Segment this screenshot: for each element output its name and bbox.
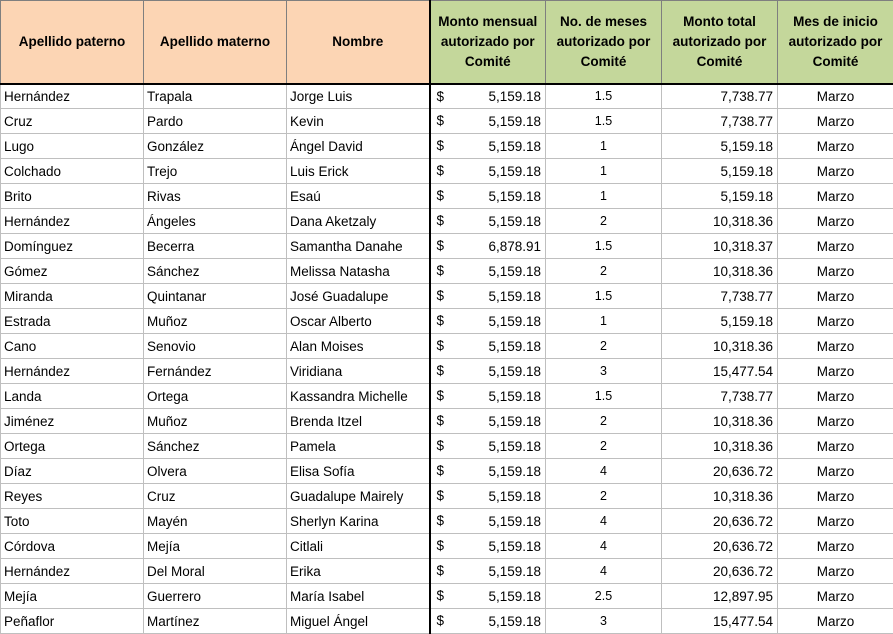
cell-apellido-materno[interactable]: Muñoz bbox=[144, 409, 287, 434]
currency-symbol: $ bbox=[436, 88, 445, 104]
cell-nombre[interactable]: Dana Aketzaly bbox=[287, 209, 430, 234]
table-row bbox=[1, 234, 893, 259]
cell-nombre[interactable]: Miguel Ángel bbox=[287, 609, 430, 634]
cell-no-meses[interactable]: 4 bbox=[546, 534, 662, 559]
cell-no-meses[interactable]: 1 bbox=[546, 134, 662, 159]
cell-apellido-materno[interactable]: Mayén bbox=[144, 509, 287, 534]
monto-mensual-value: 5,159.18 bbox=[488, 88, 541, 104]
cell-monto-total[interactable]: 10,318.36 bbox=[662, 434, 778, 459]
currency-symbol: $ bbox=[436, 213, 445, 228]
cell-nombre[interactable]: Esaú bbox=[287, 184, 430, 209]
cell-monto-mensual[interactable] bbox=[430, 409, 546, 434]
cell-apellido-materno[interactable]: Ortega bbox=[144, 384, 287, 409]
cell-nombre[interactable]: Ángel David bbox=[287, 134, 430, 159]
cell-monto-mensual[interactable] bbox=[430, 234, 546, 259]
cell-monto-mensual[interactable] bbox=[430, 384, 546, 409]
cell-apellido-paterno[interactable]: Mejía bbox=[1, 584, 144, 609]
cell-mes-inicio[interactable]: Marzo bbox=[778, 459, 893, 484]
cell-nombre[interactable]: Kevin bbox=[287, 109, 430, 134]
cell-mes-inicio[interactable]: Marzo bbox=[778, 409, 893, 434]
cell-nombre[interactable]: Pamela bbox=[287, 434, 430, 459]
table-row bbox=[1, 334, 893, 359]
cell-monto-total[interactable]: 12,897.95 bbox=[662, 584, 778, 609]
cell-apellido-paterno[interactable]: Colchado bbox=[1, 159, 144, 184]
cell-monto-mensual[interactable] bbox=[430, 484, 546, 509]
cell-monto-total[interactable]: 20,636.72 bbox=[662, 534, 778, 559]
table-row bbox=[1, 84, 893, 109]
monto-mensual-value: 5,159.18 bbox=[488, 513, 541, 529]
cell-monto-mensual[interactable] bbox=[430, 584, 546, 609]
cell-monto-mensual[interactable] bbox=[430, 609, 546, 634]
cell-monto-mensual[interactable] bbox=[430, 184, 546, 209]
cell-apellido-paterno[interactable]: Cruz bbox=[1, 109, 144, 134]
table-row bbox=[1, 384, 893, 409]
cell-monto-mensual[interactable] bbox=[430, 84, 546, 109]
currency-symbol: $ bbox=[436, 363, 445, 378]
table-row bbox=[1, 509, 893, 534]
cell-no-meses[interactable]: 3 bbox=[546, 359, 662, 384]
currency-symbol: $ bbox=[436, 138, 445, 153]
header-apellido-materno[interactable]: Apellido materno bbox=[144, 1, 287, 84]
table-row bbox=[1, 309, 893, 334]
cell-nombre[interactable]: Guadalupe Mairely bbox=[287, 484, 430, 509]
cell-monto-total[interactable]: 10,318.36 bbox=[662, 334, 778, 359]
cell-no-meses[interactable]: 4 bbox=[546, 459, 662, 484]
cell-mes-inicio[interactable]: Marzo bbox=[778, 609, 893, 634]
cell-apellido-paterno[interactable]: Cano bbox=[1, 334, 144, 359]
cell-apellido-paterno[interactable]: Hernández bbox=[1, 359, 144, 384]
cell-mes-inicio[interactable]: Marzo bbox=[778, 434, 893, 459]
cell-apellido-materno[interactable]: Ángeles bbox=[144, 209, 287, 234]
cell-nombre[interactable]: María Isabel bbox=[287, 584, 430, 609]
cell-monto-total[interactable]: 5,159.18 bbox=[662, 134, 778, 159]
cell-nombre[interactable]: Oscar Alberto bbox=[287, 309, 430, 334]
monto-mensual-value: 5,159.18 bbox=[488, 463, 541, 479]
cell-no-meses[interactable]: 2 bbox=[546, 434, 662, 459]
cell-mes-inicio[interactable]: Marzo bbox=[778, 559, 893, 584]
currency-symbol: $ bbox=[436, 413, 445, 428]
table-body bbox=[1, 84, 893, 634]
monto-mensual-value: 5,159.18 bbox=[488, 538, 541, 554]
table-row bbox=[1, 459, 893, 484]
cell-nombre[interactable]: Samantha Danahe bbox=[287, 234, 430, 259]
cell-apellido-materno[interactable]: Martínez bbox=[144, 609, 287, 634]
cell-apellido-materno[interactable]: Guerrero bbox=[144, 584, 287, 609]
cell-mes-inicio[interactable]: Marzo bbox=[778, 84, 893, 109]
cell-apellido-materno[interactable]: Del Moral bbox=[144, 559, 287, 584]
cell-monto-total[interactable]: 5,159.18 bbox=[662, 159, 778, 184]
cell-mes-inicio[interactable]: Marzo bbox=[778, 284, 893, 309]
cell-monto-mensual[interactable] bbox=[430, 209, 546, 234]
cell-nombre[interactable]: Elisa Sofía bbox=[287, 459, 430, 484]
cell-no-meses[interactable]: 2 bbox=[546, 259, 662, 284]
cell-no-meses[interactable]: 3 bbox=[546, 609, 662, 634]
cell-apellido-materno[interactable]: Mejía bbox=[144, 534, 287, 559]
cell-monto-mensual[interactable] bbox=[430, 509, 546, 534]
cell-mes-inicio[interactable]: Marzo bbox=[778, 134, 893, 159]
header-monto-mensual[interactable]: Monto mensual autorizado por Comité bbox=[430, 1, 546, 84]
currency-symbol: $ bbox=[436, 463, 445, 478]
table-row bbox=[1, 534, 893, 559]
cell-nombre[interactable]: Brenda Itzel bbox=[287, 409, 430, 434]
currency-symbol: $ bbox=[436, 263, 445, 278]
cell-apellido-materno[interactable]: Sánchez bbox=[144, 259, 287, 284]
monto-mensual-value: 5,159.18 bbox=[488, 188, 541, 204]
table-row bbox=[1, 109, 893, 134]
cell-monto-total[interactable]: 15,477.54 bbox=[662, 359, 778, 384]
currency-symbol: $ bbox=[436, 588, 445, 603]
cell-monto-total[interactable]: 10,318.36 bbox=[662, 209, 778, 234]
cell-no-meses[interactable]: 1.5 bbox=[546, 284, 662, 309]
cell-monto-mensual[interactable] bbox=[430, 134, 546, 159]
currency-symbol: $ bbox=[436, 513, 445, 528]
currency-symbol: $ bbox=[436, 288, 445, 303]
cell-nombre[interactable]: Citlali bbox=[287, 534, 430, 559]
cell-nombre[interactable]: Jorge Luis bbox=[287, 84, 430, 109]
cell-apellido-materno[interactable]: Trapala bbox=[144, 84, 287, 109]
cell-monto-total[interactable]: 5,159.18 bbox=[662, 309, 778, 334]
cell-monto-total[interactable]: 7,738.77 bbox=[662, 109, 778, 134]
cell-no-meses[interactable]: 1 bbox=[546, 159, 662, 184]
currency-symbol: $ bbox=[436, 563, 445, 578]
cell-apellido-paterno[interactable]: Hernández bbox=[1, 84, 144, 109]
cell-apellido-materno[interactable]: Quintanar bbox=[144, 284, 287, 309]
table-row bbox=[1, 434, 893, 459]
cell-no-meses[interactable]: 4 bbox=[546, 559, 662, 584]
cell-monto-mensual[interactable] bbox=[430, 434, 546, 459]
cell-apellido-paterno[interactable]: Estrada bbox=[1, 309, 144, 334]
cell-apellido-paterno[interactable]: Gómez bbox=[1, 259, 144, 284]
table-row bbox=[1, 209, 893, 234]
cell-nombre[interactable]: José Guadalupe bbox=[287, 284, 430, 309]
cell-no-meses[interactable]: 1.5 bbox=[546, 234, 662, 259]
monto-mensual-value: 6,878.91 bbox=[488, 238, 541, 254]
cell-monto-total[interactable]: 7,738.77 bbox=[662, 84, 778, 109]
cell-apellido-paterno[interactable]: Hernández bbox=[1, 559, 144, 584]
monto-mensual-value: 5,159.18 bbox=[488, 338, 541, 354]
cell-monto-mensual[interactable] bbox=[430, 159, 546, 184]
cell-apellido-paterno[interactable]: Hernández bbox=[1, 209, 144, 234]
table-row bbox=[1, 284, 893, 309]
cell-apellido-paterno[interactable]: Brito bbox=[1, 184, 144, 209]
cell-apellido-paterno[interactable]: Landa bbox=[1, 384, 144, 409]
cell-apellido-paterno[interactable]: Domínguez bbox=[1, 234, 144, 259]
cell-mes-inicio[interactable]: Marzo bbox=[778, 209, 893, 234]
cell-monto-total[interactable]: 5,159.18 bbox=[662, 184, 778, 209]
monto-mensual-value: 5,159.18 bbox=[488, 588, 541, 604]
header-mes-inicio[interactable]: Mes de inicio autorizado por Comité bbox=[778, 1, 893, 84]
cell-no-meses[interactable]: 2 bbox=[546, 334, 662, 359]
cell-nombre[interactable]: Sherlyn Karina bbox=[287, 509, 430, 534]
table-row bbox=[1, 359, 893, 384]
cell-apellido-paterno[interactable]: Córdova bbox=[1, 534, 144, 559]
cell-mes-inicio[interactable]: Marzo bbox=[778, 534, 893, 559]
cell-monto-mensual[interactable] bbox=[430, 459, 546, 484]
currency-symbol: $ bbox=[436, 188, 445, 203]
header-nombre[interactable]: Nombre bbox=[287, 1, 430, 84]
cell-no-meses[interactable]: 2 bbox=[546, 484, 662, 509]
header-apellido-paterno[interactable]: Apellido paterno bbox=[1, 1, 144, 84]
cell-monto-total[interactable]: 20,636.72 bbox=[662, 509, 778, 534]
cell-mes-inicio[interactable]: Marzo bbox=[778, 234, 893, 259]
cell-apellido-materno[interactable]: Senovio bbox=[144, 334, 287, 359]
monto-mensual-value: 5,159.18 bbox=[488, 438, 541, 454]
table-row bbox=[1, 559, 893, 584]
cell-no-meses[interactable]: 2 bbox=[546, 209, 662, 234]
cell-apellido-materno[interactable]: Cruz bbox=[144, 484, 287, 509]
cell-apellido-materno[interactable]: Rivas bbox=[144, 184, 287, 209]
monto-mensual-value: 5,159.18 bbox=[488, 313, 541, 329]
cell-mes-inicio[interactable]: Marzo bbox=[778, 159, 893, 184]
cell-apellido-paterno[interactable]: Jiménez bbox=[1, 409, 144, 434]
cell-apellido-materno[interactable]: Fernández bbox=[144, 359, 287, 384]
header-no-meses[interactable]: No. de meses autorizado por Comité bbox=[546, 1, 662, 84]
cell-no-meses[interactable]: 2 bbox=[546, 409, 662, 434]
cell-no-meses[interactable]: 1 bbox=[546, 309, 662, 334]
currency-symbol: $ bbox=[436, 163, 445, 178]
monto-mensual-value: 5,159.18 bbox=[488, 613, 541, 629]
cell-apellido-paterno[interactable]: Miranda bbox=[1, 284, 144, 309]
monto-mensual-value: 5,159.18 bbox=[488, 488, 541, 504]
cell-apellido-materno[interactable]: Muñoz bbox=[144, 309, 287, 334]
cell-no-meses[interactable]: 2.5 bbox=[546, 584, 662, 609]
monto-mensual-value: 5,159.18 bbox=[488, 163, 541, 179]
cell-mes-inicio[interactable]: Marzo bbox=[778, 184, 893, 209]
cell-monto-mensual[interactable] bbox=[430, 284, 546, 309]
table-row bbox=[1, 609, 893, 634]
cell-no-meses[interactable]: 1.5 bbox=[546, 109, 662, 134]
cell-monto-total[interactable]: 10,318.36 bbox=[662, 409, 778, 434]
cell-mes-inicio[interactable]: Marzo bbox=[778, 259, 893, 284]
cell-monto-total[interactable]: 15,477.54 bbox=[662, 609, 778, 634]
currency-symbol: $ bbox=[436, 613, 445, 628]
cell-mes-inicio[interactable]: Marzo bbox=[778, 309, 893, 334]
cell-mes-inicio[interactable]: Marzo bbox=[778, 509, 893, 534]
cell-monto-total[interactable]: 7,738.77 bbox=[662, 384, 778, 409]
cell-monto-mensual[interactable] bbox=[430, 334, 546, 359]
currency-symbol: $ bbox=[436, 338, 445, 353]
cell-mes-inicio[interactable]: Marzo bbox=[778, 384, 893, 409]
currency-symbol: $ bbox=[436, 313, 445, 328]
cell-monto-total[interactable]: 20,636.72 bbox=[662, 459, 778, 484]
cell-apellido-paterno[interactable]: Ortega bbox=[1, 434, 144, 459]
cell-monto-total[interactable]: 10,318.37 bbox=[662, 234, 778, 259]
cell-monto-total[interactable]: 10,318.36 bbox=[662, 259, 778, 284]
monto-mensual-value: 5,159.18 bbox=[488, 138, 541, 154]
monto-mensual-value: 5,159.18 bbox=[488, 363, 541, 379]
cell-mes-inicio[interactable]: Marzo bbox=[778, 334, 893, 359]
currency-symbol: $ bbox=[436, 238, 445, 253]
cell-apellido-materno[interactable]: Olvera bbox=[144, 459, 287, 484]
cell-monto-total[interactable]: 20,636.72 bbox=[662, 559, 778, 584]
cell-monto-mensual[interactable] bbox=[430, 559, 546, 584]
cell-monto-mensual[interactable] bbox=[430, 359, 546, 384]
monto-mensual-value: 5,159.18 bbox=[488, 413, 541, 429]
cell-monto-mensual[interactable] bbox=[430, 309, 546, 334]
table-row bbox=[1, 409, 893, 434]
table-row bbox=[1, 184, 893, 209]
table-row bbox=[1, 484, 893, 509]
cell-no-meses[interactable]: 1 bbox=[546, 184, 662, 209]
cell-monto-mensual[interactable] bbox=[430, 259, 546, 284]
currency-symbol: $ bbox=[436, 113, 445, 128]
monto-mensual-value: 5,159.18 bbox=[488, 563, 541, 579]
table-row bbox=[1, 259, 893, 284]
cell-no-meses[interactable]: 4 bbox=[546, 509, 662, 534]
cell-nombre[interactable]: Melissa Natasha bbox=[287, 259, 430, 284]
cell-monto-mensual[interactable] bbox=[430, 534, 546, 559]
cell-no-meses[interactable]: 1.5 bbox=[546, 84, 662, 109]
cell-apellido-paterno[interactable]: Reyes bbox=[1, 484, 144, 509]
table-row bbox=[1, 134, 893, 159]
cell-mes-inicio[interactable]: Marzo bbox=[778, 359, 893, 384]
currency-symbol: $ bbox=[436, 538, 445, 553]
cell-mes-inicio[interactable]: Marzo bbox=[778, 584, 893, 609]
cell-mes-inicio[interactable]: Marzo bbox=[778, 109, 893, 134]
cell-mes-inicio[interactable]: Marzo bbox=[778, 484, 893, 509]
monto-mensual-value: 5,159.18 bbox=[488, 288, 541, 304]
cell-apellido-paterno[interactable]: Toto bbox=[1, 509, 144, 534]
monto-mensual-value: 5,159.18 bbox=[488, 263, 541, 279]
cell-nombre[interactable]: Viridiana bbox=[287, 359, 430, 384]
cell-monto-total[interactable]: 7,738.77 bbox=[662, 284, 778, 309]
monto-mensual-value: 5,159.18 bbox=[488, 388, 541, 404]
table-header bbox=[1, 1, 893, 84]
cell-apellido-materno[interactable]: Sánchez bbox=[144, 434, 287, 459]
cell-apellido-materno[interactable]: González bbox=[144, 134, 287, 159]
table-row bbox=[1, 584, 893, 609]
currency-symbol: $ bbox=[436, 488, 445, 503]
cell-no-meses[interactable]: 1.5 bbox=[546, 384, 662, 409]
cell-monto-total[interactable]: 10,318.36 bbox=[662, 484, 778, 509]
table-row bbox=[1, 159, 893, 184]
cell-nombre[interactable]: Kassandra Michelle bbox=[287, 384, 430, 409]
cell-apellido-paterno[interactable]: Lugo bbox=[1, 134, 144, 159]
currency-symbol: $ bbox=[436, 388, 445, 403]
cell-nombre[interactable]: Erika bbox=[287, 559, 430, 584]
cell-monto-mensual[interactable] bbox=[430, 109, 546, 134]
cell-apellido-materno[interactable]: Trejo bbox=[144, 159, 287, 184]
monto-mensual-value: 5,159.18 bbox=[488, 113, 541, 129]
header-row bbox=[1, 1, 893, 84]
cell-apellido-materno[interactable]: Pardo bbox=[144, 109, 287, 134]
cell-apellido-paterno[interactable]: Peñaflor bbox=[1, 609, 144, 634]
cell-nombre[interactable]: Alan Moises bbox=[287, 334, 430, 359]
monto-mensual-value: 5,159.18 bbox=[488, 213, 541, 229]
cell-apellido-paterno[interactable]: Díaz bbox=[1, 459, 144, 484]
cell-apellido-materno[interactable]: Becerra bbox=[144, 234, 287, 259]
header-monto-total[interactable]: Monto total autorizado por Comité bbox=[662, 1, 778, 84]
currency-symbol: $ bbox=[436, 438, 445, 453]
cell-nombre[interactable]: Luis Erick bbox=[287, 159, 430, 184]
